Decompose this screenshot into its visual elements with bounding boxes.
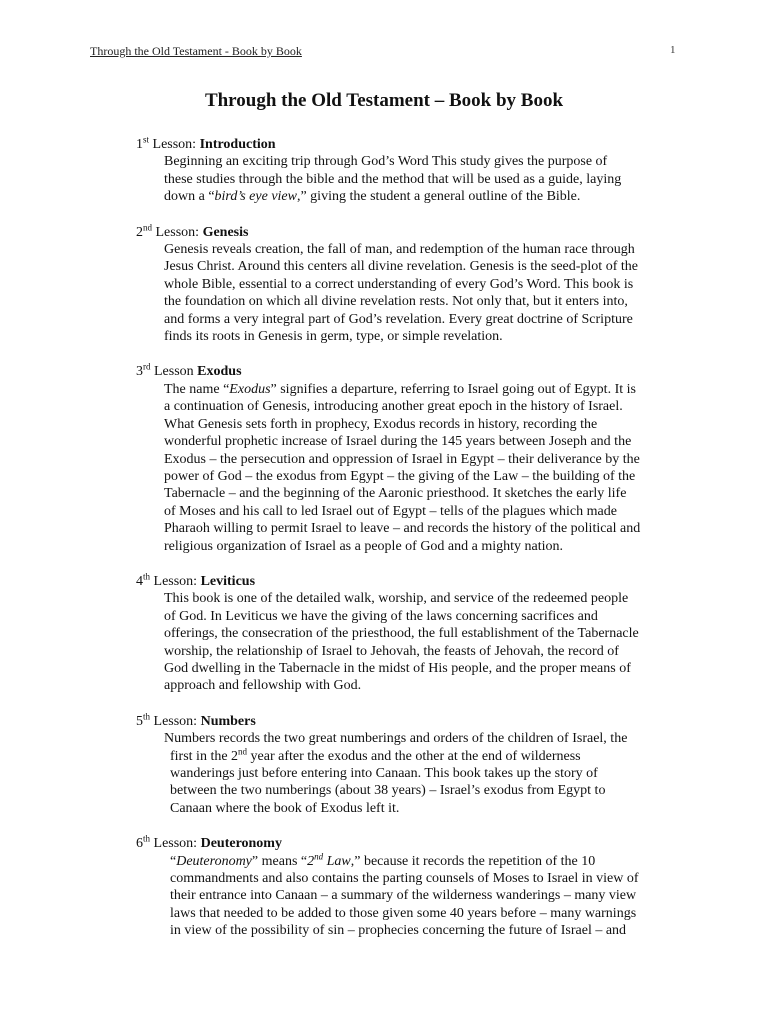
lesson-label: Lesson:: [150, 836, 201, 852]
ordinal-suffix: rd: [143, 361, 151, 372]
lesson-heading: [136, 713, 696, 730]
text-line: whole Bible, essential to a correct understanding of every God’s Word. This book is: [164, 276, 634, 292]
ordinal-suffix: nd: [314, 850, 324, 861]
text-line: power of God – the exodus from Egypt – the giving of the Law – the building of the: [164, 468, 636, 484]
lesson-label: Lesson:: [150, 573, 201, 589]
lesson-5: [136, 713, 696, 817]
text-line: wonderful prophetic increase of Israel during the 145 years between Joseph and the: [164, 434, 632, 450]
ordinal-suffix: st: [143, 134, 150, 145]
text-line: Exodus – the persecution and oppression of Israel in Egypt – their deliverance by the: [164, 451, 640, 467]
text-line: between the two numberings (about 38 years) – Israel’s exodus from Egypt to: [170, 783, 606, 799]
lesson-name: Deuteronomy: [200, 836, 282, 852]
text-line: of Moses and his call to led Israel out of Egypt – tells of the plagues which made: [164, 503, 617, 519]
page-number: 1: [670, 44, 676, 56]
lesson-description: [164, 153, 696, 205]
lesson-description: [164, 850, 696, 940]
text-run: ,” giving the student a general outline of the Bible.: [296, 189, 581, 205]
running-header: Through the Old Testament - Book by Book: [90, 44, 302, 58]
text-line: laws that needed to be added to those given some 40 years before – many warnings: [170, 905, 637, 921]
lesson-label: Lesson:: [152, 224, 203, 240]
text-line: Beginning an exciting trip through God’s Word This study gives the purpose of: [164, 154, 608, 170]
lesson-number: 5: [136, 713, 143, 729]
text-line: the foundation on which all divine revelation rests. Not only that, but it enters into,: [164, 294, 628, 310]
italic-text: bird’s eye view: [214, 189, 297, 205]
text-line: these studies through the bible and the method that will be used as a guide, laying: [164, 171, 622, 187]
italic-text: [307, 850, 351, 869]
text-line: commandments and also contains the parting counsels of Moses to Israel in view of: [170, 871, 639, 887]
text-line: Numbers records the two great numberings and orders of the children of Israel, the: [164, 731, 628, 747]
text-line: Jesus Christ. Around this centers all divine revelation. Genesis is the seed-plot of the: [164, 259, 638, 275]
text-line: approach and fellowship with God.: [164, 678, 362, 694]
text-line: wanderings just before entering into Canaan. This book takes up the story of: [170, 766, 598, 781]
text-line: [170, 850, 696, 870]
lesson-number: 4: [136, 573, 143, 589]
text-line: their entrance into Canaan – a summary of the wilderness wanderings – many view: [170, 888, 637, 904]
lesson-1: [136, 136, 696, 206]
lesson-description: [164, 381, 696, 555]
lesson-number: 1: [136, 137, 143, 152]
lesson-label: Lesson:: [150, 713, 201, 729]
text-line: and forms a very integral part of God’s revelation. Every great doctrine of Scripture: [164, 311, 633, 327]
text-line: Pharaoh willing to permit Israel to leave – and records the history of the political and: [164, 521, 641, 537]
lesson-heading: [136, 363, 696, 380]
ordinal-suffix: nd: [143, 221, 152, 232]
lesson-description: [164, 590, 696, 694]
ordinal-suffix: th: [143, 571, 151, 582]
text-line: [164, 188, 696, 205]
text-line: [164, 381, 696, 398]
lesson-3: [136, 363, 696, 554]
text-line: What Genesis sets forth in prophecy, Exodus records in history, recording the: [164, 416, 598, 432]
text-line: worship, the relationship of Israel to Jehovah, the feasts of Jehovah, the record of: [164, 643, 619, 659]
text-run: “: [170, 853, 177, 869]
lesson-label: Lesson:: [149, 137, 200, 152]
text-line: finds its roots in Genesis in germ, type, or simple revelation.: [164, 329, 503, 345]
ordinal-suffix: th: [143, 711, 151, 722]
text-line: of God. In Leviticus we have the giving of the laws concerning sacrifices and: [164, 608, 598, 624]
lesson-description: [164, 730, 696, 817]
lesson-label: Lesson: [150, 364, 198, 380]
text-run: ” signifies a departure, referring to Israel going out of Egypt. It is: [270, 381, 636, 397]
text-line: religious organization of Israel as a people of God and a mighty nation.: [164, 538, 564, 554]
text-run: year after the exodus and the other at the end of wilderness: [247, 748, 581, 764]
text-run: Law: [323, 853, 351, 869]
italic-text: Exodus: [229, 381, 271, 397]
lesson-heading: [136, 221, 696, 241]
text-line: Canaan where the book of Exodus left it.: [170, 800, 400, 816]
italic-text: Deuteronomy: [176, 853, 252, 869]
lesson-number: 6: [136, 836, 143, 852]
text-run: The name “: [164, 381, 230, 397]
text-run: ” means “: [251, 853, 308, 869]
text-run: 2: [307, 853, 315, 869]
lesson-description: [164, 241, 696, 345]
text-run: down a “: [164, 189, 215, 205]
document-title: Through the Old Testament – Book by Book: [204, 90, 564, 111]
text-line: offerings, the consecration of the priesthood, the full establishment of the Tabernacle: [164, 626, 639, 642]
text-line: This book is one of the detailed walk, worship, and service of the redeemed people: [164, 591, 629, 607]
lesson-heading: [136, 136, 696, 153]
lesson-2: [136, 221, 696, 346]
lesson-number: 2: [136, 224, 143, 240]
ordinal-suffix: th: [143, 833, 151, 844]
text-line: God dwelling in the Tabernacle in the midst of His people, and the proper means of: [164, 660, 631, 676]
text-line: [170, 745, 696, 765]
lesson-list: [136, 136, 696, 958]
lesson-4: [136, 573, 696, 695]
text-line: a continuation of Genesis, introducing another great epoch in the history of Israel.: [164, 399, 623, 415]
lesson-6: [136, 835, 696, 939]
text-line: Genesis reveals creation, the fall of man, and redemption of the human race through: [164, 242, 635, 258]
lesson-name: Numbers: [200, 713, 256, 729]
lesson-heading: [136, 573, 696, 590]
text-run: ,” because it records the repetition of the 10: [350, 853, 596, 869]
lesson-number: 3: [136, 364, 143, 380]
lesson-name: Genesis: [202, 224, 249, 240]
lesson-name: Leviticus: [200, 573, 256, 589]
lesson-heading: [136, 835, 696, 852]
ordinal-suffix: nd: [238, 745, 248, 756]
text-line: in view of the possibility of sin – prophecies concerning the future of Israel – and: [170, 923, 627, 939]
text-run: first in the 2: [170, 748, 239, 764]
text-line: Tabernacle – and the beginning of the Aaronic priesthood. It sketches the early life: [164, 486, 627, 502]
lesson-name: Introduction: [199, 137, 276, 152]
lesson-name: Exodus: [197, 364, 242, 380]
